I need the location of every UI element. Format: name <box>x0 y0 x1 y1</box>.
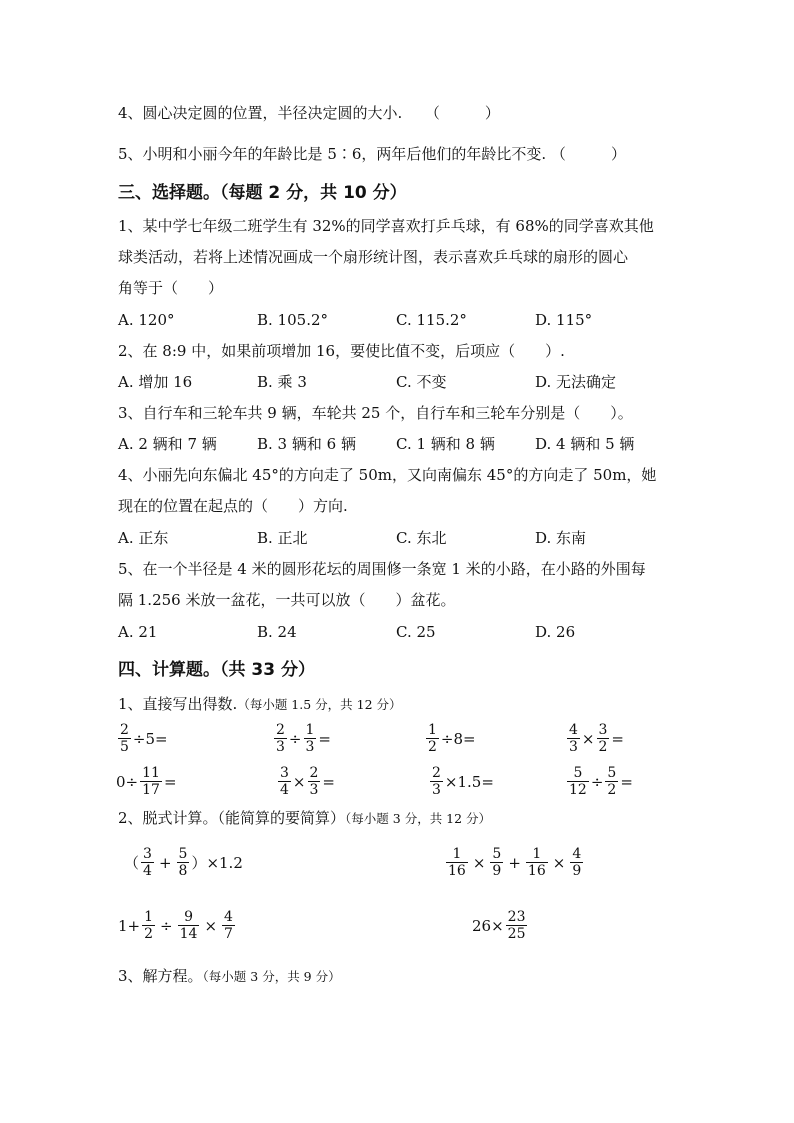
fraction: $\frac{4}{9}$ <box>572 846 582 879</box>
fraction: $\frac{1}{2}$ <box>144 909 154 942</box>
fraction: $\frac{2}{5}$ <box>120 722 129 755</box>
calc-part2-title: 2、脱式计算。（能简算的要简算）（每小题 3 分，共 12 分） <box>118 809 492 827</box>
fraction: $\frac{1}{3}$ <box>305 722 315 755</box>
calc-expr-3: $\frac{1}{2}$ ÷8= <box>428 722 476 755</box>
choice-q1-line-3: 角等于（ ） <box>118 279 224 297</box>
choice-q5-option-a: A. 21 <box>118 623 158 641</box>
fraction: $\frac{2}{3}$ <box>432 765 441 798</box>
choice-q3-option-b: B. 3 辆和 6 辆 <box>257 435 356 453</box>
calc-expr-8: $\frac{5}{12}$ ÷ $\frac{5}{2}$ = <box>569 765 633 798</box>
choice-q2-option-b: B. 乘 3 <box>257 373 307 391</box>
fraction: $\frac{9}{14}$ <box>179 909 198 942</box>
fraction: $\frac{4}{7}$ <box>224 909 233 942</box>
choice-q3-option-d: D. 4 辆和 5 辆 <box>535 435 635 453</box>
choice-q4-option-d: D. 东南 <box>535 529 587 547</box>
fraction: $\frac{1}{16}$ <box>448 846 466 879</box>
fraction: $\frac{1}{2}$ <box>428 722 437 755</box>
choice-q1-line-2: 球类活动，若将上述情况画成一个扇形统计图，表示喜欢乒乓球的扇形的圆心 <box>118 248 629 266</box>
fraction: $\frac{3}{4}$ <box>280 765 289 798</box>
calc-part3-title: 3、解方程。（每小题 3 分，共 9 分） <box>118 967 341 985</box>
choice-q4-line-2: 现在的位置在起点的（ ）方向. <box>118 497 348 515</box>
fraction: $\frac{3}{2}$ <box>598 722 608 755</box>
choice-q5-line-2: 隔 1.256 米放一盆花，一共可以放（ ）盆花。 <box>118 591 456 609</box>
calc-step-expr-1: （ $\frac{3}{4}$ + $\frac{5}{8}$ ）×1.2 <box>124 846 243 879</box>
choice-q3-option-c: C. 1 辆和 8 辆 <box>396 435 495 453</box>
calc-part3-note: （每小题 3 分，共 9 分） <box>202 969 341 984</box>
fraction: $\frac{1}{16}$ <box>527 846 546 879</box>
calc-step-expr-4: 26× $\frac{23}{25}$ <box>472 909 526 942</box>
choice-q3-option-a: A. 2 辆和 7 辆 <box>118 435 217 453</box>
calc-expr-5: 0÷ $\frac{11}{17}$ = <box>116 765 177 798</box>
judge-question-4: 4、圆心决定圆的位置，半径决定圆的大小. （ ） <box>118 104 500 122</box>
choice-q5-option-b: B. 24 <box>257 623 297 641</box>
choice-q4-option-c: C. 东北 <box>396 529 447 547</box>
fraction: $\frac{11}{17}$ <box>142 765 160 798</box>
calc-expr-1: $\frac{2}{5}$ ÷5= <box>120 722 168 755</box>
fraction: $\frac{2}{3}$ <box>276 722 285 755</box>
fraction: $\frac{4}{3}$ <box>569 722 578 755</box>
choice-q5-option-d: D. 26 <box>535 623 576 641</box>
calc-part1-note: （每小题 1.5 分，共 12 分） <box>237 697 402 712</box>
choice-q1-option-c: C. 115.2° <box>396 311 467 329</box>
choice-q3-line-1: 3、自行车和三轮车共 9 辆，车轮共 25 个，自行车和三轮车分别是（ ）。 <box>118 404 633 422</box>
fraction: $\frac{5}{2}$ <box>607 765 617 798</box>
calc-step-expr-2: $\frac{1}{16}$ × $\frac{5}{9}$ + $\frac{1}{16}$ × $\frac{4}{9}$ <box>448 846 582 879</box>
fraction: $\frac{23}{25}$ <box>507 909 526 942</box>
section-header-calc: 四、计算题。（共 33 分） <box>118 660 315 680</box>
choice-q1-line-1: 1、某中学七年级二班学生有 32%的同学喜欢打乒乓球，有 68%的同学喜欢其他 <box>118 217 654 235</box>
fraction: $\frac{5}{12}$ <box>569 765 587 798</box>
calc-part1-title: 1、直接写出得数.（每小题 1.5 分，共 12 分） <box>118 695 402 713</box>
fraction: $\frac{3}{4}$ <box>143 846 152 879</box>
choice-q1-option-a: A. 120° <box>118 311 175 329</box>
choice-q2-option-d: D. 无法确定 <box>535 373 617 391</box>
choice-q5-line-1: 5、在一个半径是 4 米的圆形花坛的周围修一条宽 1 米的小路，在小路的外围每 <box>118 560 646 578</box>
fraction: $\frac{2}{3}$ <box>309 765 319 798</box>
calc-expr-4: $\frac{4}{3}$ × $\frac{3}{2}$ = <box>569 722 624 755</box>
section-header-choice: 三、选择题。（每题 2 分，共 10 分） <box>118 183 407 203</box>
choice-q2-option-c: C. 不变 <box>396 373 447 391</box>
choice-q4-option-a: A. 正东 <box>118 529 169 547</box>
choice-q1-option-d: D. 115° <box>535 311 593 329</box>
choice-q2-line-1: 2、在 8:9 中，如果前项增加 16，要使比值不变，后项应（ ）. <box>118 342 565 360</box>
fraction: $\frac{5}{9}$ <box>492 846 502 879</box>
choice-q5-option-c: C. 25 <box>396 623 436 641</box>
choice-q4-line-1: 4、小丽先向东偏北 45°的方向走了 50m，又向南偏东 45°的方向走了 50m，她 <box>118 466 657 484</box>
calc-part2-note: （每小题 3 分，共 12 分） <box>345 811 492 826</box>
fraction: $\frac{5}{8}$ <box>178 846 188 879</box>
calc-expr-6: $\frac{3}{4}$ × $\frac{2}{3}$ = <box>280 765 335 798</box>
judge-question-5: 5、小明和小丽今年的年龄比是 5∶6，两年后他们的年龄比不变. （ ） <box>118 145 626 163</box>
choice-q4-option-b: B. 正北 <box>257 529 308 547</box>
calc-expr-2: $\frac{2}{3}$ ÷ $\frac{1}{3}$ = <box>276 722 331 755</box>
calc-expr-7: $\frac{2}{3}$ ×1.5= <box>432 765 494 798</box>
choice-q2-option-a: A. 增加 16 <box>118 373 193 391</box>
choice-q1-option-b: B. 105.2° <box>257 311 329 329</box>
calc-step-expr-3: 1+ $\frac{1}{2}$ ÷ $\frac{9}{14}$ × $\frac{4}{7}$ <box>118 909 233 942</box>
